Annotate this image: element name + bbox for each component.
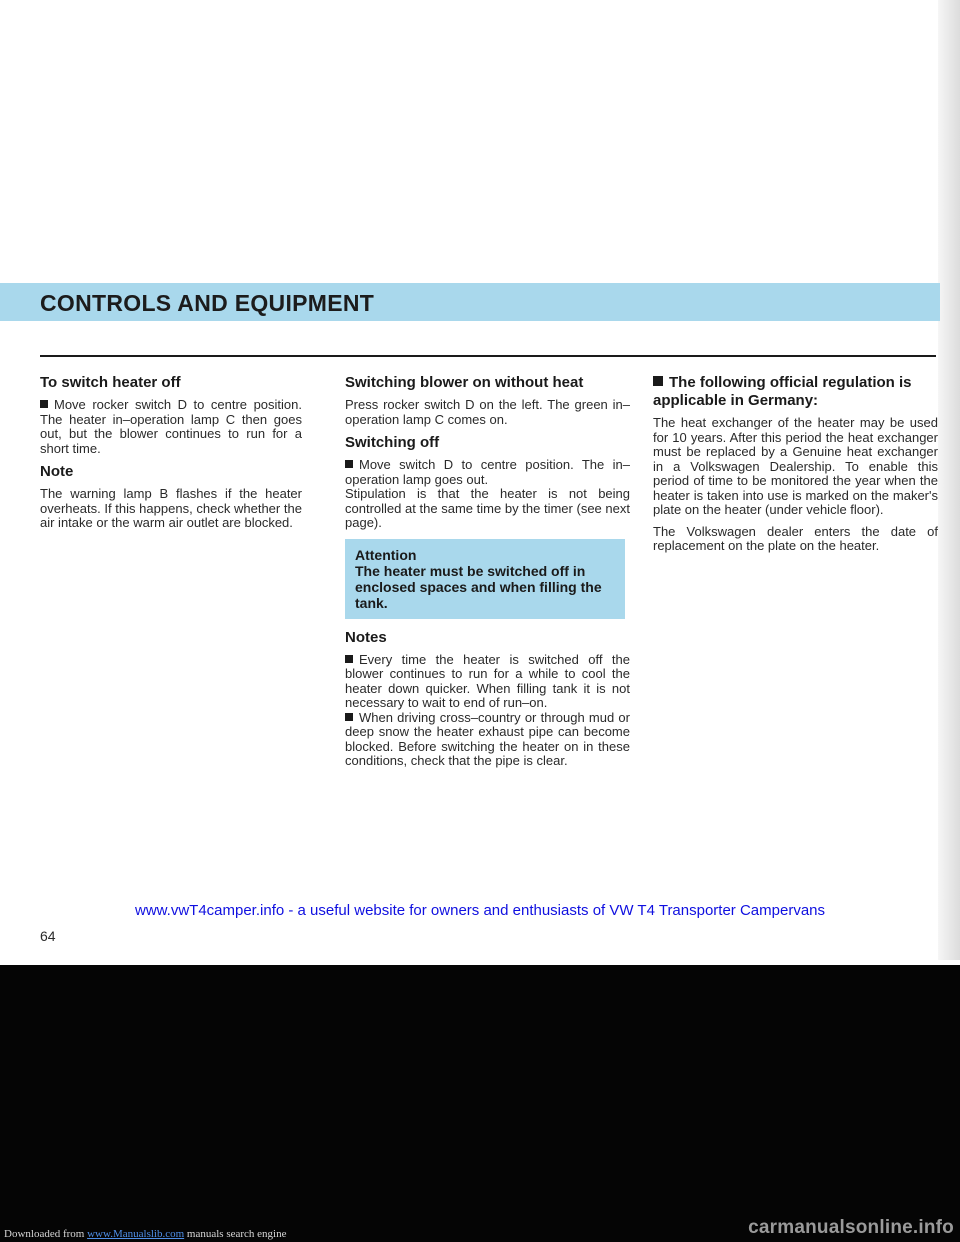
paragraph: Press rocker switch D on the left. The green in–operation lamp C comes on. (345, 397, 630, 427)
paragraph: Every time the heater is switched off the blower continues to run for a while to cool the heater down quicker. When filling tank it is not necessary to wait to end of run–on. (345, 651, 630, 710)
column-3 (653, 374, 938, 561)
bullet-square-icon (653, 376, 663, 386)
attention-title: Attention (355, 546, 417, 563)
column-2 (345, 374, 630, 776)
scan-dark-area (0, 965, 960, 1242)
column-1 (40, 374, 302, 538)
page-number: 64 (40, 928, 56, 944)
attention-box (345, 539, 625, 619)
website-footer-link[interactable]: www.vwT4camper.info - a useful website for owners and enthusiasts of VW T4 Transporter Campervans (134, 902, 826, 919)
paragraph: The Volkswagen dealer enters the date of replacement on the plate on the heater. (653, 523, 938, 553)
section-title: CONTROLS AND EQUIPMENT (40, 290, 375, 316)
site-watermark: carmanualsonline.info (748, 1217, 954, 1238)
heading-official-regulation: The following official regulation is applicable in Germany: (653, 374, 912, 409)
bullet-square-icon (345, 713, 353, 721)
paragraph: When driving cross–country or through mud or deep snow the heater exhaust pipe can become blocked. Before switching the heater on in these conditions, check that the pipe is clear. (345, 709, 630, 768)
download-notice (4, 1228, 286, 1240)
manualslib-link[interactable]: www.Manualslib.com (87, 1228, 185, 1240)
bullet-square-icon (345, 460, 353, 468)
heading-note: Note (40, 463, 74, 480)
heading-notes: Notes (345, 628, 387, 646)
download-suffix: manuals search engine (186, 1228, 287, 1240)
page-edge-shadow (938, 0, 960, 960)
paragraph: Move rocker switch D to centre position. The heater in–operation lamp C then goes out, but the blower continues to run for a short time. (40, 397, 302, 456)
heading-blower-without-heat: Switching blower on without heat (345, 374, 584, 391)
bullet-square-icon (345, 655, 353, 663)
paragraph: The warning lamp B flashes if the heater overheats. If this happens, check whether the air intake or the warm air outlet are blocked. (40, 486, 302, 530)
bullet-square-icon (40, 400, 48, 408)
attention-text: The heater must be switched off in enclosed spaces and when filling the tank. (355, 562, 602, 611)
paragraph: The heat exchanger of the heater may be used for 10 years. After this period the heat exchanger must be replaced by a Genuine heat exchanger in a Volkswagen Dealership. To enable this period of time to be monitored the year when the heater is taken into use is marked on the maker's plate on the heater (under vehicle floor). (653, 415, 938, 517)
paragraph: Move switch D to centre position. The in–operation lamp goes out. (345, 457, 630, 487)
heading-switching-off: Switching off (345, 434, 440, 451)
header-rule (40, 355, 936, 357)
heading-switch-heater-off: To switch heater off (40, 374, 181, 391)
download-prefix: Downloaded from (4, 1228, 85, 1240)
paragraph: Stipulation is that the heater is not being controlled at the same time by the timer (see next page). (345, 486, 630, 530)
